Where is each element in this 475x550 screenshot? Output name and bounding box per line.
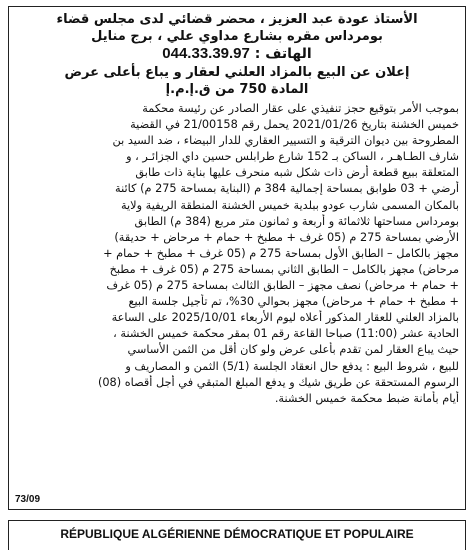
phone-label: الهاتف : bbox=[254, 46, 312, 62]
bailiff-header bbox=[9, 7, 465, 63]
body-line: أرضي + 03 طوابق بمساحة إجمالية 384 م (البناية بمساحة 275 م) كائنة bbox=[115, 182, 459, 196]
body-line: الرسوم المستحقة عن طريق شيك و يدفع المبلغ المتبقي في أجل أقصاه (08) bbox=[97, 375, 459, 389]
reference-number: 73/09 bbox=[15, 494, 41, 505]
next-notice bbox=[8, 520, 466, 550]
body-line: بالمزاد العلني للعقار المذكور أعلاه ليوم الأربعاء 2025/10/01 على الساعة bbox=[111, 311, 459, 325]
bailiff-address-line: بومرداس مقره بشارع مداوي علي ، برج منايل bbox=[91, 29, 383, 44]
notice-article-line: المادة 750 من ق.إ.م.إ bbox=[165, 82, 309, 97]
body-line: الأرضي بمساحة 275 م (05 غرف + مطبخ + حمام + مرحاض + حديقة) bbox=[114, 230, 459, 244]
body-line: بموجب الأمر بتوقيع حجز تنفيذي على عقار الصادر عن رئيسة محكمة bbox=[142, 102, 459, 115]
phone-number: 044.33.39.97 bbox=[162, 45, 250, 62]
body-line: مجهز بالكامل – الطابق الأول بمساحة 275 م (05 غرف + مطبخ + حمام + bbox=[103, 246, 459, 260]
body-line: المتعلقة ببيع قطعة أرض ذات شكل شبه منحرف عليها بناية ذات طابق bbox=[135, 166, 459, 180]
body-line: خميس الخشنة بتاريخ 2021/01/26 يحمل رقم 21/00158 في القضية bbox=[130, 118, 459, 132]
next-notice-heading: RÉPUBLIQUE ALGÉRIENNE DÉMOCRATIQUE ET POPULAIRE bbox=[60, 527, 414, 541]
bailiff-name-line: الأستاذ عودة عبد العزيز ، محضر قضائي لدى مجلس قضاء bbox=[56, 12, 418, 27]
body-line: المطروحة بين ديوان الترقية و التسيير العقاري للدار البيضاء ، ضد السيد بن bbox=[112, 134, 459, 148]
notice-body bbox=[9, 98, 465, 407]
body-line: بالمكان المسمى شارب عودو ببلدية خميس الخشنة المنطقة الريفية ولاية bbox=[120, 198, 459, 212]
body-line: للبيع ، شروط البيع : يدفع حال انعقاد الجلسة (5/1) الثمن و المصاريف و bbox=[125, 359, 459, 373]
body-line: الحادية عشر (11:00) صباحا القاعة رقم 01 بمقر محكمة خميس الخشنة ، bbox=[113, 327, 459, 341]
body-line: بومرداس مساحتها ثلاثمائة و أربعة و ثمانون متر مربع (384 م) الطابق bbox=[134, 214, 459, 228]
notice-title-line: إعلان عن البيع بالمزاد العلني لعقار و يباع بأعلى عرض bbox=[64, 65, 410, 80]
body-line: حيث يباع العقار لمن تقدم بأعلى عرض ولو كان أقل من الثمن الأساسي bbox=[127, 343, 459, 357]
auction-notice bbox=[8, 6, 466, 510]
phone-line bbox=[15, 45, 459, 63]
body-line: + مطبخ + حمام + مرحاض) مجهز بحوالي 30%، تم تأجيل جلسة البيع bbox=[128, 295, 459, 309]
notice-title bbox=[9, 63, 465, 98]
body-line: + حمام + مرحاض) نصف مجهز – الطابق الثالث بمساحة 275 م (05 غرف bbox=[106, 279, 459, 293]
body-line: شارف الطـاهـر ، الساكن بـ 152 شارع طرابلس حسين داي الجزائـر ، و bbox=[126, 150, 459, 164]
body-line: مرحاض) مجهز بالكامل – الطابق الثاني بمساحة 275 م (05 غرف + مطبخ bbox=[109, 262, 459, 276]
body-line: أيام بأمانة ضبط محكمة خميس الخشنة. bbox=[274, 391, 459, 405]
